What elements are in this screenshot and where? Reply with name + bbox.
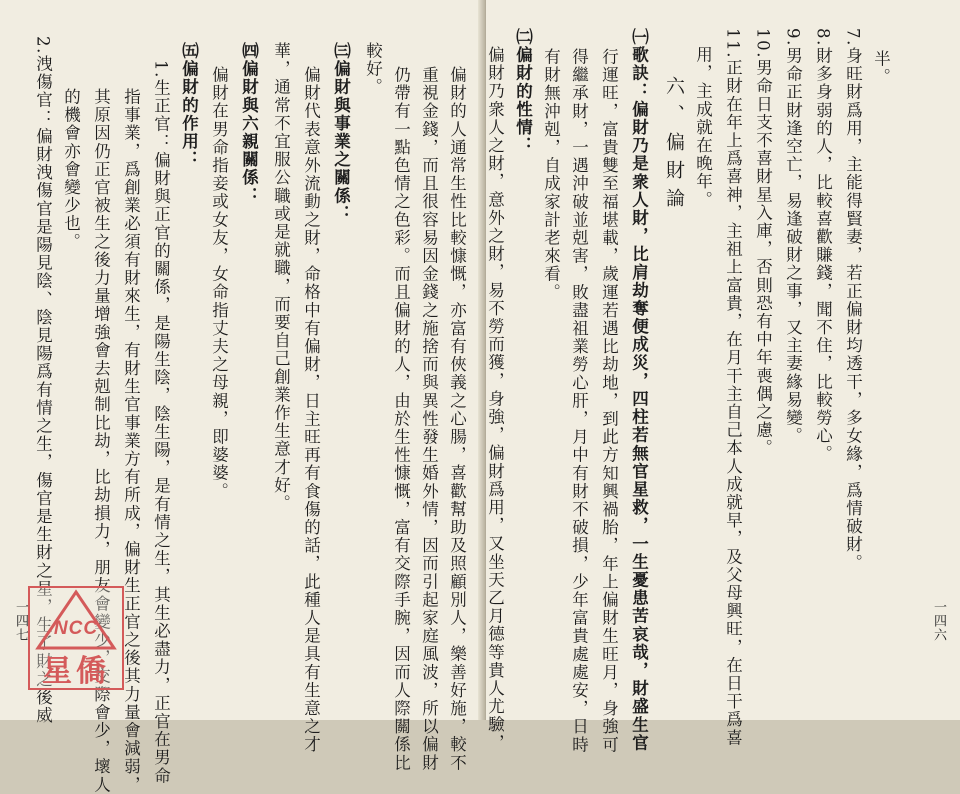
verse-line: 有財無沖剋，自成家計老來看。 bbox=[541, 48, 561, 302]
watermark-stamp bbox=[28, 586, 124, 690]
list-item-line: 2.洩傷官：偏財洩傷官是陽見陰、陰見陽爲有情之生，傷官是生財之星，生了財之後威 bbox=[33, 36, 53, 725]
paragraph-line: 重視金錢，而且很容易因金錢之施捨而與異性發生婚外情，因而引起家庭風波，所以偏財 bbox=[419, 66, 439, 772]
paragraph-line: 華，通常不宜服公職或是就職，而要自己創業作生意才好。 bbox=[271, 42, 291, 513]
list-item-line: 11.正財在年上爲喜神，主祖上富貴，在月干主自己本人成就早，及父母興旺，在日干爲喜 bbox=[723, 28, 743, 747]
section-title: 六、偏財論 bbox=[663, 76, 685, 216]
subsection-heading: ㈣偏財與六親關係： bbox=[239, 42, 259, 205]
verse-line: 行運旺，富貴雙至福堪載，歲運若遇比劫地，到此方知興禍胎，年上偏財生旺月，身強可 bbox=[599, 48, 619, 754]
paragraph-line: 仍帶有一點色情之色彩。而且偏財的人，由於生性慷慨，富有交際手腕，因而人際關係比 bbox=[391, 66, 411, 772]
list-item-line: 7.身旺財爲用，主能得賢妻，若正偏財均透干，多女緣，爲情破財。 bbox=[843, 28, 863, 572]
list-item-line: 10.男命日支不喜財星入庫，否則恐有中年喪偶之慮。 bbox=[753, 28, 773, 458]
list-item-line: 其原因仍正官被生之後力量增強會去剋制比劫，比劫損力，朋友會變少，交際會少，壞人 bbox=[91, 88, 111, 794]
stamp-name-text: 星僑 bbox=[42, 654, 110, 689]
right-page bbox=[485, 0, 960, 754]
page-number: 一四六 bbox=[931, 600, 946, 642]
verse-line: ㈠歌訣：偏財乃是衆人財，比肩劫奪便成災，四柱若無官星救，一生憂患苦哀哉，財盛生官 bbox=[629, 28, 649, 752]
subsection-heading: ㈤偏財的作用： bbox=[179, 42, 199, 169]
list-item-line: 的機會亦會變少也。 bbox=[61, 88, 81, 251]
paragraph-line: 半。 bbox=[871, 50, 891, 87]
paragraph-line: 偏財在男命指妾或女友，女命指丈夫之母親，即婆婆。 bbox=[209, 66, 229, 501]
subsection-heading: ㈢偏財與事業之關係： bbox=[331, 42, 351, 223]
page-number: 一四七 bbox=[13, 600, 28, 642]
list-item-line: 8.財多身弱的人，比較喜歡賺錢，聞不住，比較勞心。 bbox=[813, 28, 833, 464]
paragraph-line: 偏財的人通常生性比較慷慨，亦富有俠義之心腸，喜歡幫助及照顧別人，樂善好施，較不 bbox=[447, 66, 467, 772]
subsection-heading: ㈡偏財的性情： bbox=[513, 28, 533, 155]
list-item-line: 1.生正官：偏財與正官的關係，是陽生陰，陰生陽，是有情之生，其生必盡力，正官在男命 bbox=[151, 60, 171, 785]
list-item-line: 用，主成就在晚年。 bbox=[693, 46, 713, 209]
verse-line: 得繼承財，一遇沖破並剋害，敗盡祖業勞心肝，月中有財不破損，少年富貴處處安，日時 bbox=[569, 48, 589, 754]
stamp-brand-text: NCC bbox=[53, 618, 99, 639]
paragraph-line: 偏財乃衆人之財，意外之財，易不勞而獲，身強，偏財爲用，又坐天乙月德等貴人尤驗， bbox=[485, 46, 505, 752]
paragraph-line: 偏財代表意外流動之財，命格中有偏財，日主旺再有食傷的話，此種人是具有生意之才 bbox=[301, 66, 321, 754]
paragraph-line: 較好。 bbox=[363, 42, 383, 97]
list-item-line: 指事業，爲創業必須有財來生，有財生官事業方有所成，偏財生正官之後其力量會減弱， bbox=[121, 88, 141, 794]
list-item-line: 9.男命正財逢空亡，易逢破財之事，又主妻緣易變。 bbox=[783, 28, 803, 446]
